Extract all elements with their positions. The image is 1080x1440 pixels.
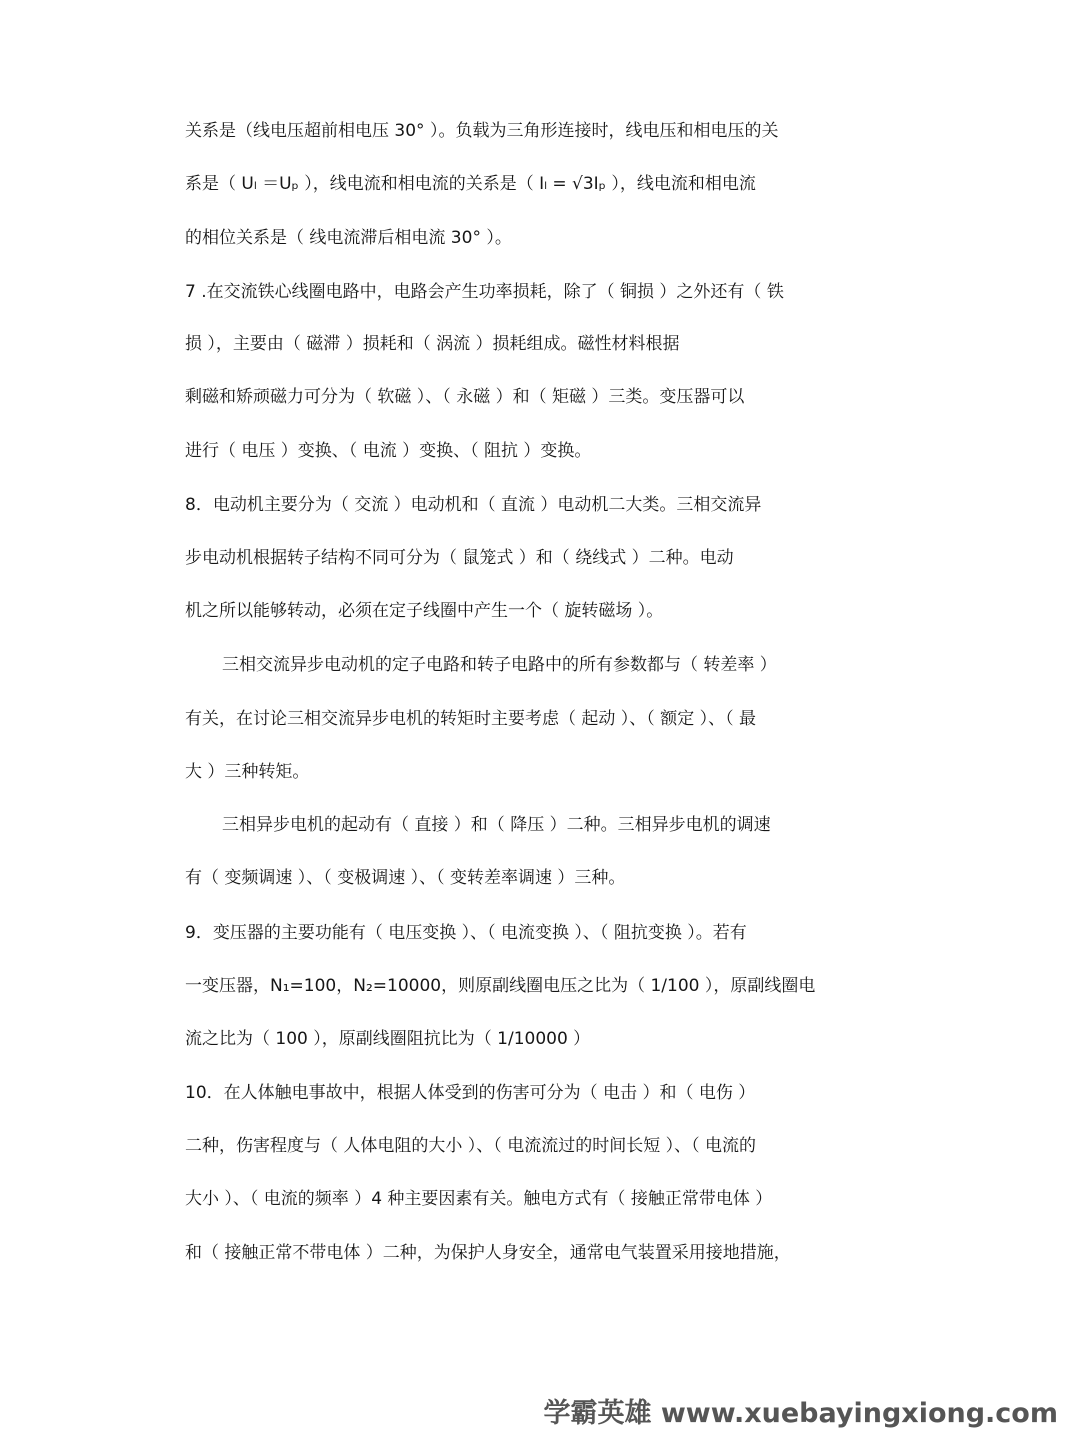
text-line-21: 大小 ）、（ 电流的频率 ）4 种主要因素有关。触电方式有（ 接触正常带电体 ） <box>185 1189 773 1209</box>
text-line-7: 进行（ 电压 ）变换、（ 电流 ）变换、（ 阻抗 ）变换。 <box>185 441 592 461</box>
text-line-16: 9．变压器的主要功能有（ 电压变换 ）、（ 电流变换 ）、（ 阻抗变换 ）。若有 <box>185 923 747 943</box>
text-line-11: 三相交流异步电动机的定子电路和转子电路中的所有参数都与（ 转差率 ） <box>222 655 777 675</box>
text-line-3: 的相位关系是（ 线电流滞后相电流 30° ）。 <box>185 228 512 248</box>
text-line-4: 7 .在交流铁心线圈电路中，电路会产生功率损耗，除了（ 铜损 ）之外还有（ 铁 <box>185 282 784 302</box>
text-line-19: 10．在人体触电事故中，根据人体受到的伤害可分为（ 电击 ）和（ 电伤 ） <box>185 1083 756 1103</box>
text-line-14: 三相异步电机的起动有（ 直接 ）和（ 降压 ）二种。三相异步电机的调速 <box>222 815 771 835</box>
text-line-1: 关系是（线电压超前相电压 30° ）。负载为三角形连接时，线电压和相电压的关 <box>185 121 779 141</box>
text-line-17: 一变压器，N₁=100，N₂=10000，则原副线圈电压之比为（ 1/100 ），原副线圈电 <box>185 976 816 996</box>
text-line-15: 有（ 变频调速 ）、（ 变极调速 ）、（ 变转差率调速 ）三种。 <box>185 868 626 888</box>
text-line-20: 二种，伤害程度与（ 人体电阻的大小 ）、（ 电流流过的时间长短 ）、（ 电流的 <box>185 1136 757 1156</box>
text-line-5: 损 ），主要由（ 磁滞 ）损耗和（ 涡流 ）损耗组成。磁性材料根据 <box>185 334 680 354</box>
text-line-8: 8．电动机主要分为（ 交流 ）电动机和（ 直流 ）电动机二大类。三相交流异 <box>185 495 762 515</box>
text-line-10: 机之所以能够转动，必须在定子线圈中产生一个（ 旋转磁场 ）。 <box>185 601 664 621</box>
text-line-18: 流之比为（ 100 ），原副线圈阻抗比为（ 1/10000 ） <box>185 1029 591 1049</box>
text-line-2: 系是（ Uₗ ＝Uₚ ），线电流和相电流的关系是（ Iₗ = √3Iₚ ），线电流和相电流 <box>185 174 756 194</box>
text-line-13: 大 ）三种转矩。 <box>185 762 310 782</box>
text-line-6: 剩磁和矫顽磁力可分为（ 软磁 ）、（ 永磁 ）和（ 矩磁 ）三类。变压器可以 <box>185 387 745 407</box>
text-line-22: 和（ 接触正常不带电体 ）二种，为保护人身安全，通常电气装置采用接地措施， <box>185 1243 791 1263</box>
watermark-footer: 学霸英雄 www.xuebayingxiong.com <box>543 1398 1058 1429</box>
text-line-12: 有关，在讨论三相交流异步电机的转矩时主要考虑（ 起动 ）、（ 额定 ）、（ 最 <box>185 709 757 729</box>
text-line-9: 步电动机根据转子结构不同可分为（ 鼠笼式 ）和（ 绕线式 ）二种。电动 <box>185 548 734 568</box>
